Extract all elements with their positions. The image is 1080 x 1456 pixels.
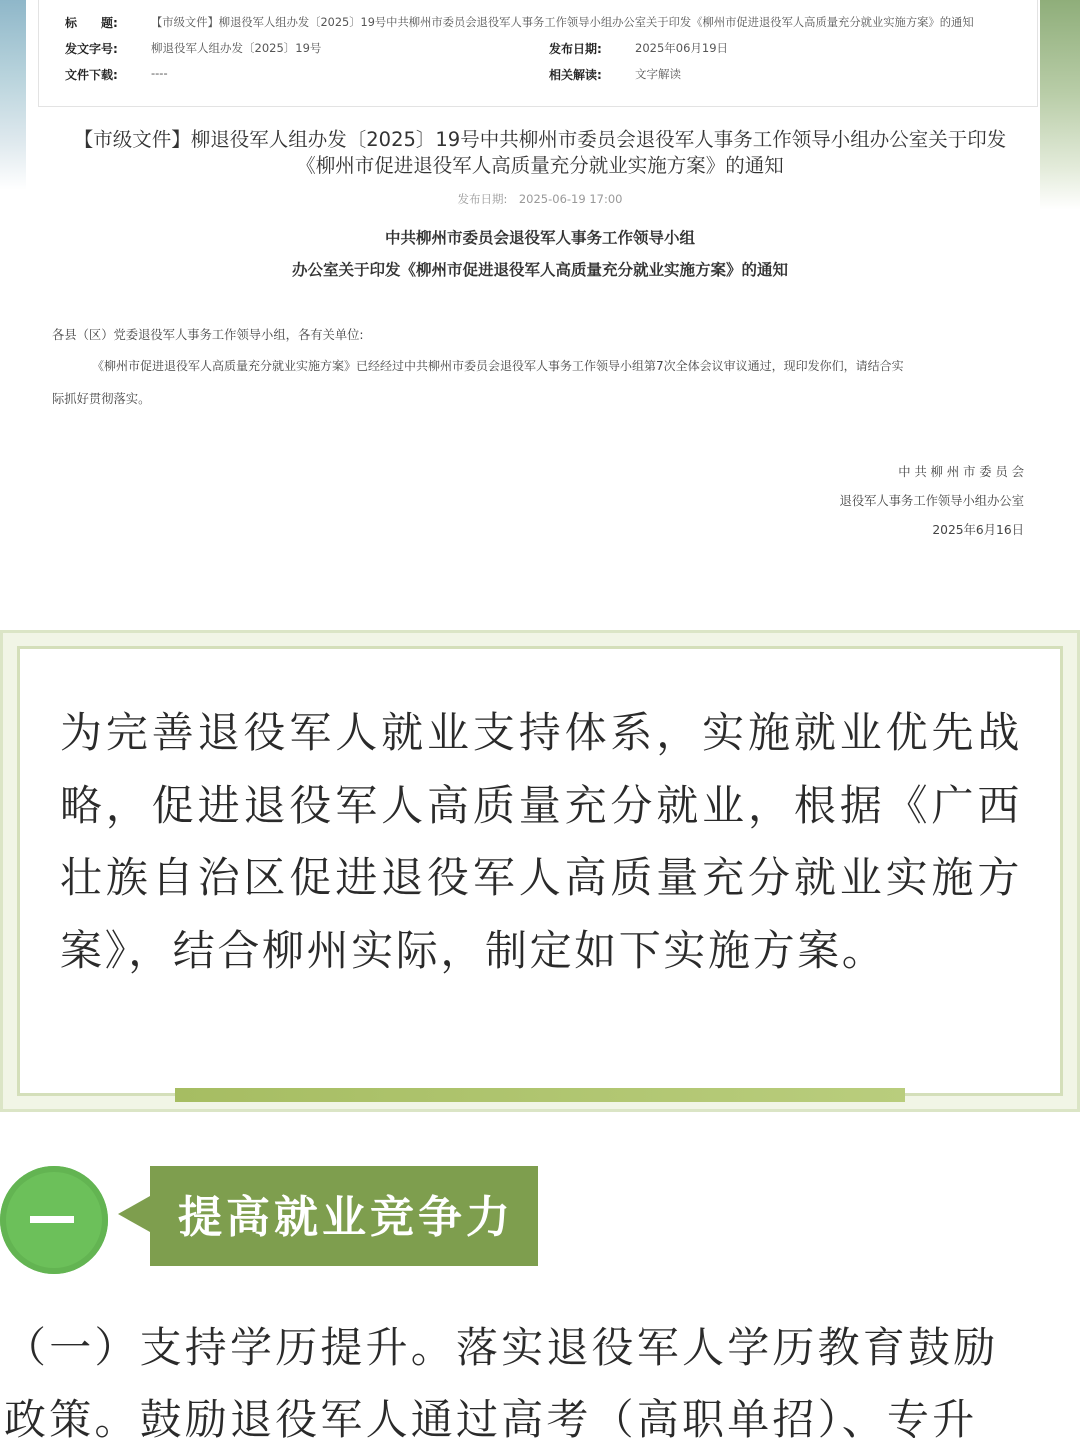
meta-title-value: 【市级文件】柳退役军人组办发〔2025〕19号中共柳州市委员会退役军人事务工作领导小组办公室关于印发《柳州市促进退役军人高质量充分就业实施方案》的通知 [151, 16, 974, 29]
notice-heading-line1: 中共柳州市委员会退役军人事务工作领导小组 [384, 229, 695, 247]
paragraph-line1: （一）支持学历提升。落实退役军人学历教育鼓励 [4, 1323, 999, 1372]
body-line2: 际抓好贯彻落实。 [52, 392, 151, 406]
meta-pubdate-label: 发布日期: [549, 42, 602, 56]
meta-docno-value: 柳退役军人组办发〔2025〕19号 [151, 41, 322, 55]
document-meta-box [38, 0, 1038, 107]
article-publish-date: 发布日期: 2025-06-19 17:00 [457, 192, 623, 206]
meta-reading-label: 相关解读: [549, 68, 602, 82]
notice-heading-line2: 办公室关于印发《柳州市促进退役军人高质量充分就业实施方案》的通知 [291, 261, 788, 279]
signature-org2: 退役军人事务工作领导小组办公室 [839, 494, 1024, 508]
meta-download-label: 文件下载: [65, 68, 118, 82]
document-screenshot [0, 0, 1080, 600]
body-line1: 《柳州市促进退役军人高质量充分就业实施方案》已经经过中共柳州市委员会退役军人事务工作领导小组第7次全体会议审议通过，现印发你们，请结合实 [92, 359, 904, 373]
section-pointer-arrow [118, 1196, 150, 1232]
meta-docno-label: 发文字号: [65, 42, 118, 56]
article-title-line1: 【市级文件】柳退役军人组办发〔2025〕19号中共柳州市委员会退役军人事务工作领导小组办公室关于印发 [73, 128, 1007, 151]
article-title-line2: 《柳州市促进退役军人高质量充分就业实施方案》的通知 [296, 154, 784, 177]
meta-pubdate-value: 2025年06月19日 [635, 41, 729, 55]
section-title: 提高就业竞争力 [178, 1192, 514, 1243]
paragraph-line2: 政策。鼓励退役军人通过高考（高职单招）、专升 [4, 1395, 978, 1444]
intro-accent-bar [175, 1088, 905, 1102]
intro-text: 为完善退役军人就业支持体系，实施就业优先战略，促进退役军人高质量充分就业，根据《广西壮族自治区促进退役军人高质量充分就业实施方案》，结合柳州实际，制定如下实施方案。 [60, 708, 1022, 975]
meta-download-value[interactable]: ---- [151, 66, 168, 80]
signature-org1: 中 共 柳 州 市 委 员 会 [898, 465, 1024, 479]
section-number [0, 1166, 1, 1167]
section-number-glyph [30, 1216, 74, 1223]
section-paragraph [4, 1312, 1080, 1456]
decorative-scenery-right [1040, 0, 1080, 210]
meta-title-label: 标 题: [65, 16, 118, 30]
meta-reading-link[interactable]: 文字解读 [635, 67, 681, 81]
signature-date: 2025年6月16日 [932, 523, 1024, 537]
decorative-scenery-left [0, 0, 26, 190]
salutation: 各县（区）党委退役军人事务工作领导小组，各有关单位: [52, 328, 364, 342]
